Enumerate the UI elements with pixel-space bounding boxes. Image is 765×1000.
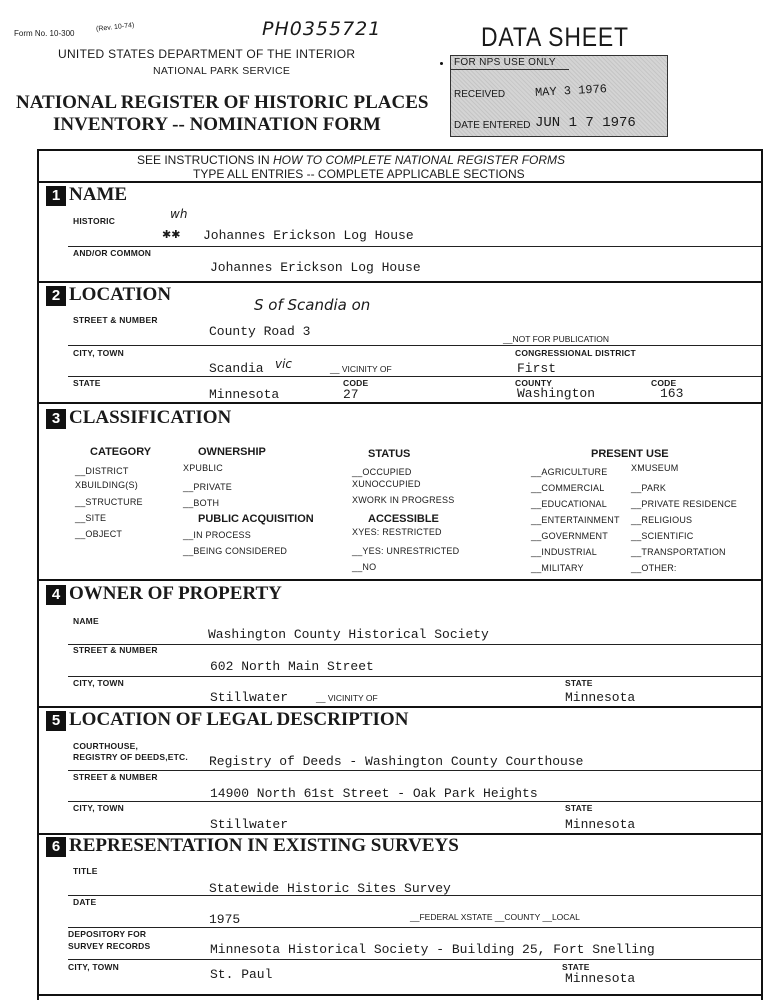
state-code-value: 27 <box>343 387 359 402</box>
received-stamp: MAY 3 1976 <box>534 82 608 100</box>
present-use-option: __INDUSTRIAL <box>531 547 597 557</box>
form-title-line2: INVENTORY -- NOMINATION FORM <box>53 114 381 135</box>
legal-state-value: Minnesota <box>565 817 636 832</box>
historic-name-value: Johannes Erickson Log House <box>203 228 414 243</box>
congressional-district-value: First <box>517 361 557 376</box>
county-value: Washington <box>517 386 596 401</box>
instructions-line2: TYPE ALL ENTRIES -- COMPLETE APPLICABLE SECTIONS <box>193 167 525 181</box>
section4-title: OWNER OF PROPERTY <box>69 583 282 604</box>
category-option: __DISTRICT <box>75 466 129 476</box>
street-label: STREET & NUMBER <box>73 315 158 325</box>
instructions-rule <box>37 181 763 183</box>
status-header: STATUS <box>368 448 411 460</box>
received-label: RECEIVED <box>454 89 506 100</box>
dot-mark <box>440 62 443 65</box>
owner-state-label: STATE <box>565 678 593 688</box>
owner-name-label: NAME <box>73 616 99 626</box>
status-option: __OCCUPIED <box>352 467 412 477</box>
survey-city-label: CITY, TOWN <box>68 962 119 972</box>
survey-city-value: St. Paul <box>210 967 273 982</box>
owner-city-value: Stillwater <box>210 690 289 705</box>
owner-name-rule <box>68 644 761 645</box>
state-code-label: CODE <box>343 378 369 388</box>
ownership-header: OWNERSHIP <box>198 446 266 458</box>
present-use-option: __RELIGIOUS <box>631 515 693 525</box>
present-use-option: __PRIVATE RESIDENCE <box>631 499 738 509</box>
survey-date-rule <box>68 927 761 928</box>
depository-rule <box>68 959 761 960</box>
survey-level-options: __FEDERAL XSTATE __COUNTY __LOCAL <box>410 912 580 922</box>
handwritten-note: wh <box>170 207 188 221</box>
legal-street-label: STREET & NUMBER <box>73 772 158 782</box>
category-header: CATEGORY <box>90 446 152 458</box>
owner-street-label: STREET & NUMBER <box>73 645 158 655</box>
section2-title: LOCATION <box>69 284 172 305</box>
category-option: XBUILDING(S) <box>75 480 138 490</box>
section1-number: 1 <box>46 186 66 206</box>
owner-street-value: 602 North Main Street <box>210 659 374 674</box>
legal-state-label: STATE <box>565 803 593 813</box>
nps-box-rule <box>451 69 569 70</box>
not-for-publication-option: __NOT FOR PUBLICATION <box>503 334 609 344</box>
present-use-option: XMUSEUM <box>631 463 679 473</box>
owner-street-rule <box>68 676 761 677</box>
category-option: __STRUCTURE <box>75 497 143 507</box>
handwritten-reference-number: PH0355721 <box>262 18 382 40</box>
frame-top-rule <box>37 149 763 151</box>
depository-value: Minnesota Historical Society - Building 25, Fort Snelling <box>210 942 655 957</box>
present-use-option: __COMMERCIAL <box>531 483 605 493</box>
city-rule <box>68 376 761 377</box>
registry-label: REGISTRY OF DEEDS,ETC. <box>73 752 188 762</box>
present-use-option: __AGRICULTURE <box>531 467 608 477</box>
present-use-option: __GOVERNMENT <box>531 531 608 541</box>
section1-title: NAME <box>69 184 128 205</box>
form-title-line1: NATIONAL REGISTER OF HISTORIC PLACES <box>16 92 429 113</box>
handwritten-asterisk-mark: ✱✱ <box>162 229 181 241</box>
ownership-option: __PRIVATE <box>183 482 232 492</box>
date-entered-label: DATE ENTERED <box>454 120 531 131</box>
county-code-label: CODE <box>651 378 677 388</box>
frame-left-border <box>37 150 39 1000</box>
section4-number: 4 <box>46 585 66 605</box>
street-rule <box>68 345 761 346</box>
frame-bottom-rule <box>37 994 763 996</box>
frame-right-border <box>761 150 763 1000</box>
section5-title: LOCATION OF LEGAL DESCRIPTION <box>69 709 409 730</box>
for-nps-use-label: FOR NPS USE ONLY <box>454 57 556 68</box>
survey-title-rule <box>68 895 761 896</box>
congressional-district-label: CONGRESSIONAL DISTRICT <box>515 348 636 358</box>
legal-street-rule <box>68 801 761 802</box>
section1-bottom-rule <box>37 281 763 283</box>
section3-number: 3 <box>46 409 66 429</box>
courthouse-value: Registry of Deeds - Washington County Courthouse <box>209 754 584 769</box>
section6-title: REPRESENTATION IN EXISTING SURVEYS <box>69 835 459 856</box>
survey-date-label: DATE <box>73 897 97 907</box>
owner-state-value: Minnesota <box>565 690 636 705</box>
owner-vicinity-option: __ VICINITY OF <box>316 693 378 703</box>
section6-number: 6 <box>46 837 66 857</box>
courthouse-label: COURTHOUSE, <box>73 741 139 751</box>
state-value: Minnesota <box>209 387 280 402</box>
acquisition-option: __IN PROCESS <box>183 530 251 540</box>
accessible-header: ACCESSIBLE <box>368 513 439 525</box>
section2-bottom-rule <box>37 402 763 404</box>
instructions-line1: SEE INSTRUCTIONS IN HOW TO COMPLETE NATIONAL REGISTER FORMS <box>137 153 566 167</box>
survey-state-value: Minnesota <box>565 971 636 986</box>
form-revision: (Rev. 10-74) <box>95 22 135 33</box>
section2-number: 2 <box>46 286 66 306</box>
present-use-header: PRESENT USE <box>591 448 669 460</box>
depository-label: DEPOSITORY FOR <box>68 929 147 939</box>
common-name-value: Johannes Erickson Log House <box>210 260 421 275</box>
ownership-option: __BOTH <box>183 498 220 508</box>
legal-city-label: CITY, TOWN <box>73 803 124 813</box>
department-name: UNITED STATES DEPARTMENT OF THE INTERIOR <box>58 47 356 61</box>
state-label: STATE <box>73 378 101 388</box>
accessible-option: __YES: UNRESTRICTED <box>352 546 460 556</box>
city-label: CITY, TOWN <box>73 348 124 358</box>
survey-title-label: TITLE <box>73 866 98 876</box>
nps-use-box <box>450 55 668 137</box>
present-use-option: __MILITARY <box>531 563 584 573</box>
service-name: NATIONAL PARK SERVICE <box>153 65 291 77</box>
county-code-value: 163 <box>660 386 684 401</box>
legal-city-value: Stillwater <box>210 817 289 832</box>
present-use-option: __ENTERTAINMENT <box>531 515 620 525</box>
status-option: XUNOCCUPIED <box>352 479 421 489</box>
section3-bottom-rule <box>37 579 763 581</box>
survey-date-value: 1975 <box>209 912 241 927</box>
present-use-option: __SCIENTIFIC <box>631 531 694 541</box>
historic-rule <box>68 246 761 247</box>
vicinity-option: __ VICINITY OF <box>330 364 392 374</box>
city-value: Scandia <box>209 361 264 376</box>
section4-bottom-rule <box>37 706 763 708</box>
historic-label: HISTORIC <box>73 216 116 226</box>
category-option: __SITE <box>75 513 107 523</box>
county-label: COUNTY <box>515 378 553 388</box>
common-name-label: AND/OR COMMON <box>73 248 152 258</box>
owner-city-label: CITY, TOWN <box>73 678 124 688</box>
status-option: XWORK IN PROGRESS <box>352 495 455 505</box>
survey-state-label: STATE <box>562 962 590 972</box>
acquisition-option: __BEING CONSIDERED <box>183 546 288 556</box>
owner-name-value: Washington County Historical Society <box>208 627 489 642</box>
accessible-option: __NO <box>352 562 377 572</box>
section5-number: 5 <box>46 711 66 731</box>
handwritten-vicinity-note: vic <box>275 357 293 371</box>
category-option: __OBJECT <box>75 529 123 539</box>
date-entered-stamp: JUN 1 7 1976 <box>535 115 636 131</box>
public-acquisition-header: PUBLIC ACQUISITION <box>198 513 314 525</box>
accessible-option: XYES: RESTRICTED <box>352 527 442 537</box>
present-use-option: __OTHER: <box>631 563 677 573</box>
present-use-option: __EDUCATIONAL <box>531 499 607 509</box>
handwritten-location-note: S of Scandia on <box>254 296 371 314</box>
courthouse-rule <box>68 770 761 771</box>
form-number: Form No. 10-300 <box>14 29 75 38</box>
data-sheet-heading: DATA SHEET <box>481 22 629 52</box>
section3-title: CLASSIFICATION <box>69 407 232 428</box>
survey-records-label: SURVEY RECORDS <box>68 941 151 951</box>
present-use-option: __PARK <box>631 483 667 493</box>
legal-street-value: 14900 North 61st Street - Oak Park Heights <box>210 786 538 801</box>
ownership-option: XPUBLIC <box>183 463 223 473</box>
survey-title-value: Statewide Historic Sites Survey <box>209 881 451 896</box>
street-value: County Road 3 <box>209 324 311 339</box>
present-use-option: __TRANSPORTATION <box>631 547 726 557</box>
